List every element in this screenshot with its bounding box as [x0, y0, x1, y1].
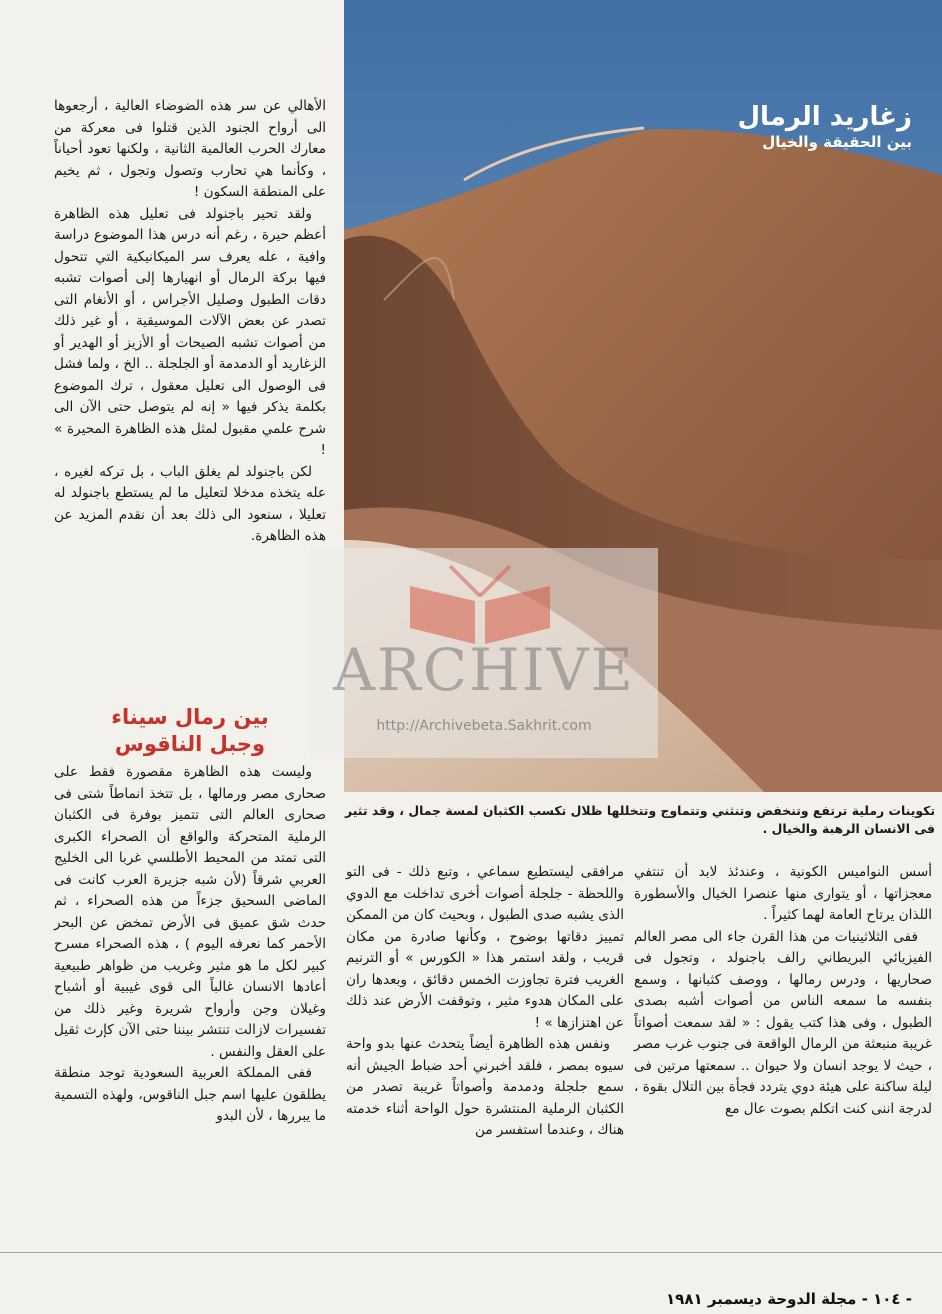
column-right: [634, 862, 932, 1120]
section-subheading: [54, 704, 326, 758]
book-logo-icon: [390, 556, 570, 646]
paragraph: ولقد تحير باجنولد فى تعليل هذه الظاهرة أعظم حيرة ، رغم أنه درس هذا الموضوع دراسة وافية ، عله يعرف سر الميكانيكية التي تتحول فيها بركة الرمال أو انهيارها إلى أصوات تشبه دقات الطبول وصليل الأجراس ، أو الأنغام التى تصدر عن بعض الآلات الموسيقية ، أو غير ذلك من أصوات تشبه الصيحات أو الأزيز أو الهدير أو الزغاريد أو الدمدمة أو الجلجلة .. الخ ، ولما فشل فى الوصول الى تعليل معقول ، ترك الموضوع بكلمة يذكر فيها « إنه لم يتوصل حتى الآن الى شرح علمي مقبول لمثل هذه الظاهرة المحيرة » !: [54, 205, 326, 458]
page-footer: - ١٠٤ - مجلة الدوحة ديسمبر ١٩٨١: [666, 1290, 912, 1308]
article-title: زغاريد الرمال: [737, 102, 912, 132]
subheading-line: بين رمال سيناء: [111, 705, 269, 729]
paragraph: الأهالي عن سر هذه الضوضاء العالية ، أرجعوها الى أرواح الجنود الذين قتلوا فى معركة من معارك الحرب العالمية الثانية ، ولكنها تعود أحياناً ، وكأنما هي تحارب وتصول وتجول ، ثم يخيم على المنطقة السكون !: [54, 98, 326, 200]
paragraph: مرافقى ليستطيع سماعي ، وتبع ذلك - فى التو واللحظة - جلجلة أصوات أخرى تداخلت مع الدوي الذى يشبه صدى الطبول ، وبحيث كان من الممكن تمييز دقاتها بوضوح ، وكأنها صادرة من مكان قريب ، ولقد استمر هذا « الكورس » أو الترنيم الغريب فترة تجاوزت الخمس دقائق ، وبعدها ران على المكان هدوء مثير ، وتوقفت الأرض عند ذلك عن اهتزازها » !: [346, 864, 624, 1031]
watermark-url: http://Archivebeta.Sakhrit.com: [376, 718, 592, 734]
paragraph: لكن باجنولد لم يغلق الباب ، بل تركه لغيره ، عله يتخذه مدخلا لتعليل ما لم يستطع باجنولد له تعليلا ، سنعود الى ذلك بعد أن نقدم المزيد عن هذه الظاهرة.: [54, 463, 326, 544]
archive-watermark: [310, 548, 658, 758]
paragraph: ونفس هذه الظاهرة أيضاً يتحدث عنها بدو واحة سيوه بمصر ، فلقد أخبرني أحد ضباط الجيش أنه سمع جلجلة ودمدمة وأصواتاً غريبة تصدر من الكثبان الرملية المنتشرة حول الواحة أثناء خدمته هناك ، وعندما استفسر من: [346, 1036, 624, 1138]
photo-caption: تكوينات رملية ترتفع وتنخفض وتنثني وتتماوج وتتخللها ظلال تكسب الكثبان لمسة جمال ، وقد تثير فى الانسان الرهبة والخيال .: [345, 803, 935, 836]
paragraph: ففى المملكة العربية السعودية توجد منطقة يطلقون عليها اسم جبل الناقوس، ولهذه التسمية ما يبررها ، لأن البدو: [54, 1065, 326, 1124]
column-middle: [346, 862, 624, 1142]
column-left-top: [54, 96, 326, 548]
column-left-bottom: [54, 762, 326, 1128]
footer-divider: [0, 1252, 942, 1253]
paragraph: وليست هذه الظاهرة مقصورة فقط على صحارى مصر ورمالها ، بل تتخذ انماطاً شتى فى صحارى العالم التى تتميز بوفرة فى الكثبان الرملية المتحركة والواقع أن الصحراء الكبرى التى تمتد من المحيط الأطلسي غربا الى الخليج العربي شرقاً (لأن شبه جزيرة العرب كانت فى الماضى السحيق جزءاً من هذه الصحراء ، ثم حدث شق عميق فى الأرض تمخض عن البحر الأحمر كما نعرفه اليوم ) ، هذه الصحراء مسرح كبير لكل ما هو مثير وغريب من ظواهر طبيعية أعادها الانسان غالباً الى قوى غيبية أو أشباح وغيلان وجن وأرواح شريرة وغير ذلك من تفسيرات لازالت تنتشر بيننا حتى الآن كإرث ثقيل على العقل والنفس .: [54, 764, 326, 1060]
paragraph: ففى الثلاثينيات من هذا القرن جاء الى مصر العالم الفيزيائي البريطاني رالف باجنولد ، وتجول فى صحاريها ، ودرس رمالها ، ووصف كثبانها ، وسمع بنفسه ما سمعه الناس من أصوات أشبه بصدى الطبول ، وفى هذا كتب يقول : « لقد سمعت أصواتاً غريبة منبعثة من الرمال الواقعة فى جنوب غرب مصر ، حيث لا يوجد انسان ولا حيوان .. سمعتها مرتين فى ليلة ساكنة على هيئة دوي يتردد فجأة بين التلال بقوة ، لدرجة اننى كنت اتكلم بصوت عال مع: [634, 928, 932, 1117]
paragraph: أسس النواميس الكونية ، وعندئذ لابد أن تنتفي معجزاتها ، أو يتوارى منها عنصرا الخيال والأسطورة اللذان يرتاح العامة لهما كثيراً .: [634, 864, 932, 923]
article-subtitle: بين الحقيقة والخيال: [762, 133, 912, 151]
watermark-text: ARCHIVE: [333, 636, 635, 704]
subheading-line: وجبل الناقوس: [114, 732, 266, 756]
article-title-block: [737, 102, 912, 152]
